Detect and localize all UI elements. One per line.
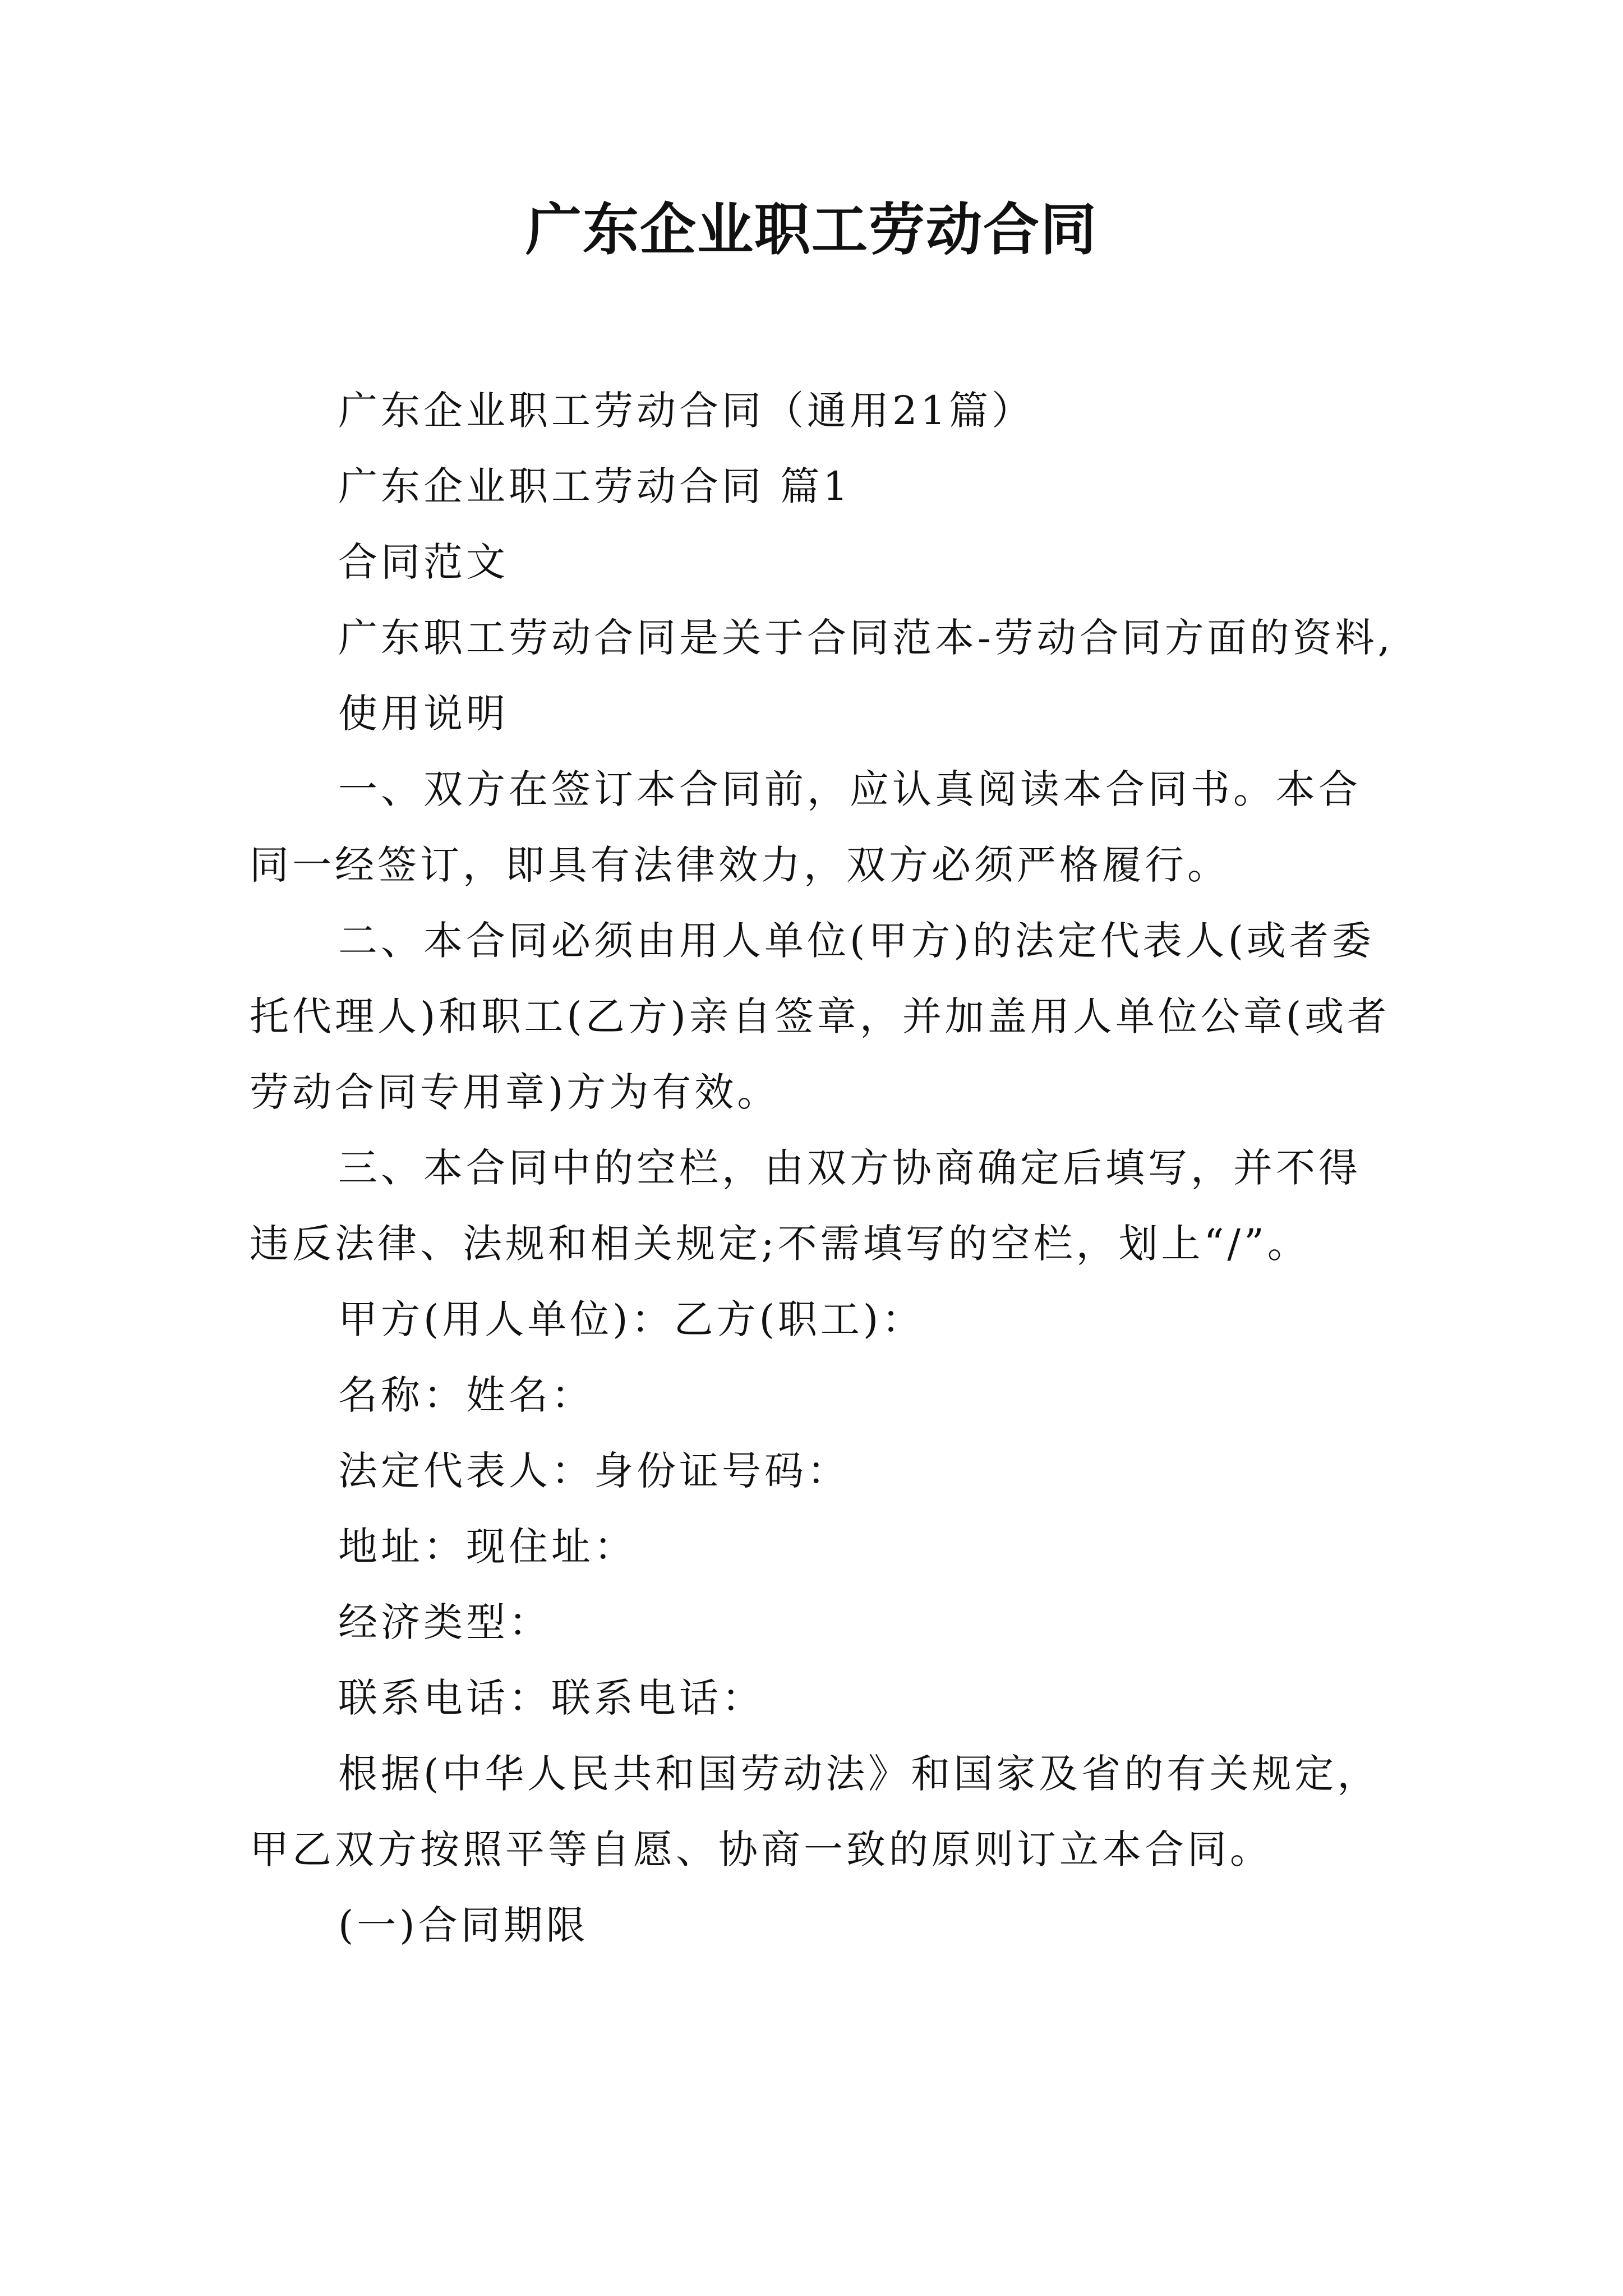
instruction-2: 二、本合同必须由用人单位(甲方)的法定代表人(或者委托代理人)和职工(乙方)亲自签章，并加盖用人单位公章(或者劳动合同专用章)方为有效。 bbox=[250, 918, 1390, 1115]
field-economic-type: 经济类型： bbox=[338, 1599, 551, 1645]
instruction-1: 一、双方在签订本合同前，应认真阅读本合同书。本合同一经签订，即具有法律效力，双方必须严格履行。 bbox=[250, 766, 1361, 888]
party-header: 甲方(用人单位)：乙方(职工)： bbox=[338, 1296, 925, 1342]
field-legal-representative: 法定代表人：身份证号码： bbox=[338, 1448, 850, 1494]
section-heading-contract-term: (一)合同期限 bbox=[338, 1902, 589, 1948]
doc-subtitle: 广东企业职工劳动合同（通用21篇） bbox=[338, 388, 1035, 434]
section-label-contract-template: 合同范文 bbox=[338, 539, 509, 585]
section-heading-part-1: 广东企业职工劳动合同 篇1 bbox=[338, 463, 851, 509]
document-title: 广东企业职工劳动合同 bbox=[525, 197, 1098, 263]
section-label-instructions: 使用说明 bbox=[338, 691, 509, 737]
intro-paragraph: 广东职工劳动合同是关于合同范本-劳动合同方面的资料, bbox=[338, 615, 1394, 661]
field-name: 名称：姓名： bbox=[338, 1372, 594, 1418]
field-address: 地址：现住址： bbox=[338, 1524, 637, 1570]
legal-basis-paragraph: 根据(中华人民共和国劳动法》和国家及省的有关规定，甲乙双方按照平等自愿、协商一致的原则订立本合同。 bbox=[250, 1751, 1380, 1872]
document-body bbox=[250, 373, 1394, 1963]
instruction-3: 三、本合同中的空栏，由双方协商确定后填写，并不得违反法律、法规和相关规定;不需填写的空栏，划上“/”。 bbox=[250, 1145, 1361, 1267]
field-phone: 联系电话：联系电话： bbox=[338, 1675, 764, 1721]
